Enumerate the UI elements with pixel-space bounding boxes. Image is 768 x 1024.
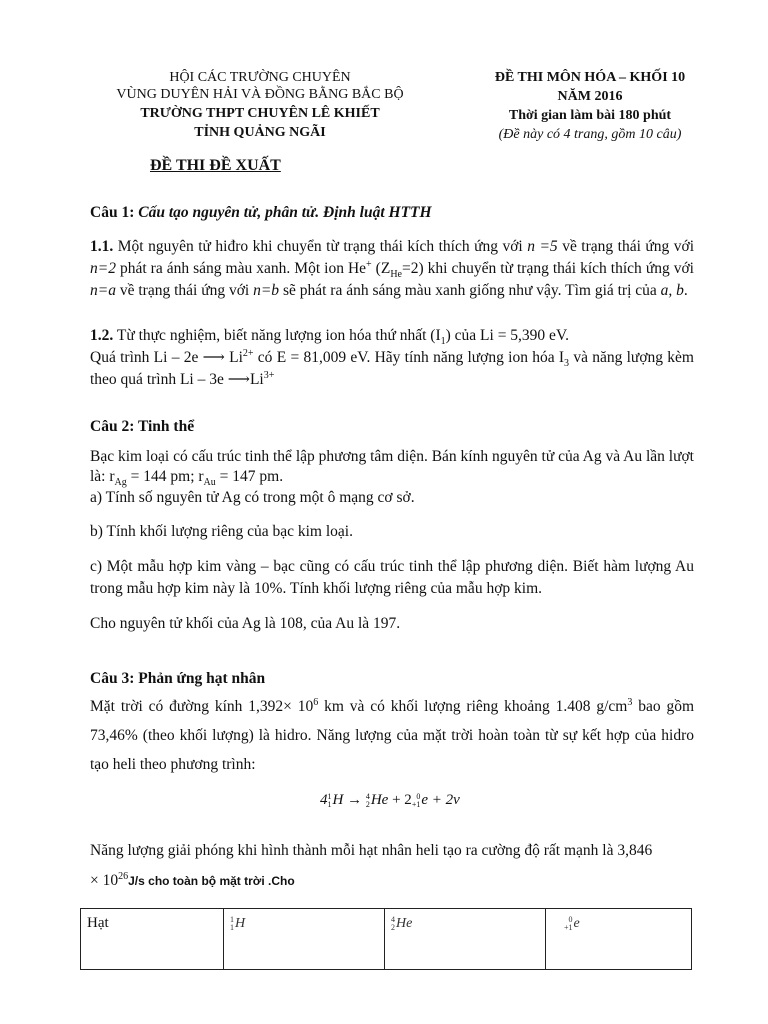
exam-pages-note: (Đề này có 4 trang, gồm 10 câu)	[498, 127, 682, 142]
q2-part-b: b) Tính khối lượng riêng của bạc kim loại.	[90, 523, 353, 540]
q1-1-vars: a, b	[660, 282, 684, 299]
table-label-particle: Hạt	[87, 915, 109, 931]
q2-intro-text-b: = 144 pm; r	[126, 468, 204, 485]
q2-intro-text-a: Bạc kim loại có cấu trúc tinh thể lập phương tâm diện. Bán kính nguyên tử của Ag và Au lần lượt là: r	[90, 448, 694, 485]
q1-1-na: n=a	[90, 282, 116, 299]
fusion-equation: 41 1H → 4 2He + 2 0 +1e + 2ν	[320, 791, 460, 809]
q3-text-b: km và có khối lượng riêng khoảng 1.408 g/cm	[318, 698, 628, 715]
org-line-1: HỘI CÁC TRƯỜNG CHUYÊN	[169, 70, 351, 85]
eq-positron: e	[421, 792, 428, 808]
q2-part-c: c) Một mẫu hợp kim vàng – bạc cũng có cấu trúc tinh thể lập phương diện. Biết hàm lượng Au trong mẫu hợp kim này là 10%. Tính khối lượng riêng của mẫu hợp kim.	[90, 558, 694, 597]
q3-text-c: bao gồm 73,46% (theo khối lượng) là hidro. Năng lượng của mặt trời hoàn toàn từ sự kết hợp của hidro tạo heli theo phương trình:	[90, 698, 695, 773]
q2-intro	[90, 447, 694, 487]
province-name: TỈNH QUẢNG NGÃI	[194, 125, 326, 140]
q1-2-sub2: 3	[564, 358, 570, 370]
q3-p2-sup: 26	[118, 870, 129, 882]
q1-1-n5: n =5	[527, 238, 558, 255]
q1-2-text-a: Từ thực nghiệm, biết năng lượng ion hóa thứ nhất (I	[116, 327, 441, 344]
q2-part-a: a) Tính số nguyên tử Ag có trong một ô mạng cơ sở.	[90, 489, 415, 506]
table-cell-hydrogen: 1 1H	[224, 909, 385, 970]
q1-1-text-c: phát ra ánh sáng màu xanh. Một ion He	[119, 260, 367, 277]
q1-2-paragraph	[90, 325, 694, 391]
q1-1-paragraph	[90, 236, 694, 302]
q1-1-text-f: về trạng thái ứng với	[119, 282, 250, 299]
q1-2-sub1: 1	[440, 336, 446, 348]
q1-2-text-e: và năng lượng kèm theo quá trình Li – 3e ⟶Li	[90, 349, 694, 388]
table-helium-symbol: He	[396, 916, 413, 931]
q1-heading	[90, 204, 432, 222]
q1-1-text-g: sẽ phát ra ánh sáng màu xanh giống như vậy. Tìm giá trị của	[282, 282, 657, 299]
q3-p2-text-a: Năng lượng giải phóng khi hình thành mỗi hạt nhân heli tạo ra cường độ rất mạnh là 3,846	[90, 842, 653, 859]
table-cell-particle	[81, 909, 224, 970]
eq-neutrino: + 2ν	[431, 792, 460, 808]
q1-1-text-a: Một nguyên tử hiđro khi chuyển từ trạng thái kích thích ứng với	[117, 238, 523, 255]
q1-1-text-d: (Z	[371, 260, 391, 277]
q3-text-a: Mặt trời có đường kính 1,392× 10	[90, 698, 314, 715]
eq-coefficient: 4	[320, 792, 328, 808]
eq-hydrogen: H	[332, 792, 344, 808]
exam-duration: Thời gian làm bài 180 phút	[508, 108, 672, 123]
q1-2-text-c: Quá trình Li – 2e ⟶ Li	[90, 349, 243, 366]
q3-p2-text-b: × 10	[90, 872, 119, 889]
school-name: TRƯỜNG THPT CHUYÊN LÊ KHIẾT	[140, 106, 380, 121]
q3-sup-3: 3	[627, 696, 633, 708]
table-positron-symbol: e	[573, 916, 580, 931]
q1-1-text-b: về trạng thái ứng với	[562, 238, 695, 255]
eq-arrow: →	[347, 792, 363, 808]
q3-paragraph-1	[90, 692, 694, 779]
q1-1-plus: +	[366, 258, 372, 270]
organizer-block	[60, 68, 460, 142]
q3-p2-text-c: J/s cho toàn bộ mặt trời .Cho	[128, 874, 295, 888]
org-line-2: VÙNG DUYÊN HẢI VÀ ĐỒNG BẰNG BẮC BỘ	[116, 87, 404, 102]
q2-intro-text-c: = 147 pm.	[215, 468, 284, 485]
table-cell-positron: 0 +1e	[546, 909, 692, 970]
q1-2-sup1: 2+	[242, 347, 254, 359]
q1-2-text-b: ) của Li = 5,390 eV.	[445, 327, 570, 344]
q1-2-text-d: có E = 81,009 eV. Hãy tính năng lượng ion hóa I	[253, 349, 565, 366]
eq-helium: He	[370, 792, 389, 808]
q3-heading: Câu 3: Phản ứng hạt nhân	[90, 670, 266, 687]
q1-1-n2: n=2	[90, 260, 116, 277]
q1-1-he-sub: He	[390, 269, 402, 281]
q1-1-end: .	[683, 282, 688, 299]
q1-2-number: 1.2.	[90, 327, 114, 344]
table-cell-helium: 4 2He	[385, 909, 546, 970]
table-hydrogen-symbol: H	[235, 916, 246, 931]
q1-2-sup2: 3+	[263, 369, 275, 381]
q1-1-number: 1.1.	[90, 238, 114, 255]
exam-title: ĐỀ THI MÔN HÓA – KHỐI 10	[494, 70, 686, 85]
q1-title: Cấu tạo nguyên tử, phân tử. Định luật HTTH	[138, 204, 432, 221]
q1-label: Câu 1:	[90, 204, 135, 221]
q3-sup-6: 6	[313, 696, 319, 708]
eq-plus-2: + 2	[392, 792, 412, 808]
particle-table	[80, 908, 692, 970]
q2-heading: Câu 2: Tinh thể	[90, 418, 195, 435]
table-row	[81, 909, 692, 970]
q2-note: Cho nguyên tử khối của Ag là 108, của Au là 197.	[90, 615, 401, 632]
exam-year: NĂM 2016	[557, 89, 623, 104]
proposal-heading: ĐỀ THI ĐỀ XUẤT	[150, 157, 281, 174]
q1-1-text-e: =2) khi chuyển từ trạng thái kích thích ứng với	[402, 260, 694, 277]
exam-info-block	[470, 68, 710, 144]
q1-1-nb: n=b	[253, 282, 280, 299]
q2-ag-sub: Ag	[114, 477, 127, 489]
q2-au-sub: Au	[203, 477, 216, 489]
q3-paragraph-2	[90, 836, 694, 896]
